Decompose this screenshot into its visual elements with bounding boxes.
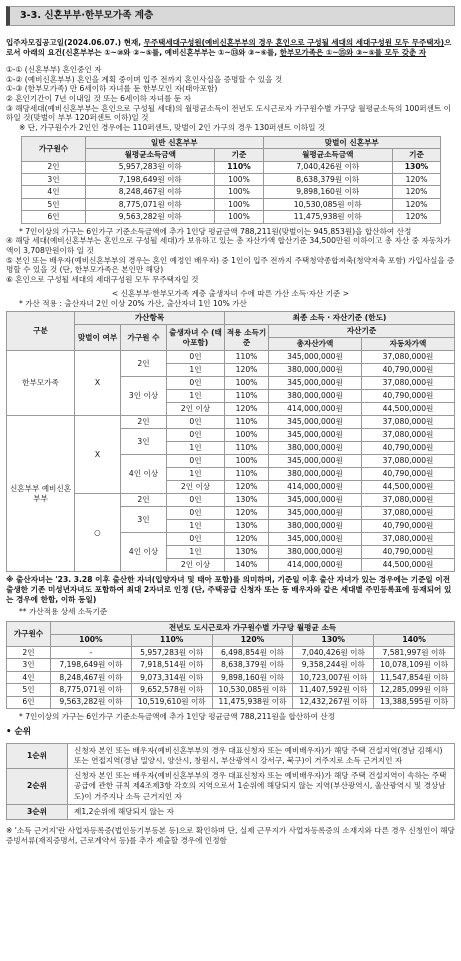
- cell: 345,000,000원: [269, 455, 362, 468]
- cell: 40,790,000원: [362, 442, 455, 455]
- cell: 4인: [22, 186, 86, 198]
- table-row: [7, 351, 455, 364]
- table-row: [7, 671, 455, 683]
- col-subheader: 월평균소득금액: [86, 149, 215, 161]
- cell: 3인: [121, 507, 167, 533]
- cell: 2인: [121, 494, 167, 507]
- cell: 0인: [167, 455, 225, 468]
- cell: 8,775,071원 이하: [51, 684, 132, 696]
- group-cell: 한부모가족: [7, 351, 75, 416]
- cell: 6인: [22, 211, 86, 223]
- table3-note: * 7인이상의 가구는 6인가구 기준소득금액에 추가 1인당 평균금액 788,211원을 합산하여 산정: [19, 711, 335, 721]
- cell: 9,898,160원 이하: [212, 671, 293, 683]
- criterion-item: ①-③ (한부모가족) 만 6세이하 자녀를 둔 한부모인 자(태아포함): [6, 84, 218, 94]
- cell: 37,080,000원: [362, 377, 455, 390]
- cell: 130%: [225, 546, 269, 559]
- cell: 414,000,000원: [269, 403, 362, 416]
- cell: 40,790,000원: [362, 364, 455, 377]
- cell: 0인: [167, 507, 225, 520]
- cell: 345,000,000원: [269, 507, 362, 520]
- cell: 5인: [22, 198, 86, 210]
- footnote: ※ '소득 근거지'란 사업자등록증(법인등기부등본 등)으로 확인하며 단, 실제 근무지가 사업자등록증의 소재지와 다른 경우 신청인이 해당 증빙서류(재직증명서, 근로계약서 등)를 추가 제출할 경우에 인정함: [6, 826, 455, 845]
- cell: 1인: [167, 364, 225, 377]
- cell: 44,500,000원: [362, 403, 455, 416]
- eligibility-intro: [6, 38, 455, 58]
- col-subheader: 월평균소득금액: [263, 149, 393, 161]
- birth-note: ※ 출산자녀는 '23. 3.28 이후 출산한 자녀(입양자녀 및 태아 포함)를 의미하며, 기준일 이후 출산 자녀가 있는 경우에는 기준일 이전 출생한 기존 미성년자녀도 포함하여 최대 2자녀로 인정 (단, 주택공급 신청자 또는 동 배우자와 같은 세대별 주민등록표에 등재되어 있는 경우에 한함, 이하 동일): [6, 575, 452, 604]
- cell: 380,000,000원: [269, 468, 362, 481]
- cell: 37,080,000원: [362, 533, 455, 546]
- section-title: 3-3. 신혼부부·한부모가족 계층: [6, 6, 455, 26]
- criterion-item: ② 혼인기간이 7년 이내일 것 또는 6세이하 자녀를 둔 자: [6, 93, 191, 103]
- cell: 0인: [167, 377, 225, 390]
- group-cell: 신혼부부 예비신혼부부: [7, 416, 75, 572]
- cell: 380,000,000원: [269, 364, 362, 377]
- criterion-note: ※ 단, 가구원수가 2인인 경우에는 110퍼센트, 맞벌이 2인 가구의 경우 130퍼센트 이하일 것: [19, 123, 326, 133]
- cell: 345,000,000원: [269, 533, 362, 546]
- table2-title: < 신혼부부·한부모가족 계층 출생자녀 수에 따른 가산 소득·자산 기준 >: [111, 288, 350, 298]
- cell: 0인: [167, 351, 225, 364]
- cell: 3인: [7, 659, 51, 671]
- cell: 100%: [225, 429, 269, 442]
- cell: 100%: [215, 186, 263, 198]
- cell: 0인: [167, 533, 225, 546]
- col-subheader: 110%: [131, 634, 212, 646]
- col-header: 구분: [7, 312, 75, 351]
- cell: 0인: [167, 429, 225, 442]
- cell: 130%: [393, 161, 441, 173]
- cell: 2인 이상: [167, 481, 225, 494]
- dual-cell: X: [75, 416, 121, 494]
- cell: 10,530,085원 이하: [212, 684, 293, 696]
- criterion-note: * 7인이상의 가구는 6인가구 기준소득금액에 추가 1인당 평균금액 788,211원(맞벌이는 945,853원)을 합산하여 산정: [19, 226, 412, 236]
- cell: 1인: [167, 442, 225, 455]
- col-header: 맞벌이 여부: [75, 325, 121, 351]
- cell: 110%: [215, 161, 263, 173]
- cell: 345,000,000원: [269, 377, 362, 390]
- cell: 7,198,649원 이하: [86, 173, 215, 185]
- cell: 37,080,000원: [362, 416, 455, 429]
- cell: 380,000,000원: [269, 442, 362, 455]
- col-header: 자산기준: [269, 325, 455, 338]
- criterion-item: ①-① (신혼부부) 혼인중인 자: [6, 64, 102, 74]
- cell: -: [51, 646, 132, 658]
- col-header: 가구원 수: [121, 325, 167, 351]
- cell: 3인: [121, 429, 167, 455]
- cell: 345,000,000원: [269, 416, 362, 429]
- cell: 7,918,514원 이하: [131, 659, 212, 671]
- cell: 130%: [225, 494, 269, 507]
- cell: 8,638,379원 이하: [263, 173, 393, 185]
- col-header: 가구원수: [22, 136, 86, 161]
- cell: 3인: [22, 173, 86, 185]
- col-subheader: 기준: [215, 149, 263, 161]
- cell: 100%: [215, 173, 263, 185]
- cell: 120%: [225, 481, 269, 494]
- cell: 7,040,426원 이하: [263, 161, 393, 173]
- dual-cell: ○: [75, 494, 121, 572]
- table-row: [22, 173, 441, 185]
- cell: 380,000,000원: [269, 546, 362, 559]
- cell: 110%: [225, 390, 269, 403]
- cell: 5인: [7, 684, 51, 696]
- cell: 414,000,000원: [269, 481, 362, 494]
- criteria-list: [6, 65, 455, 133]
- cell: 345,000,000원: [269, 429, 362, 442]
- cell: 2인: [121, 416, 167, 429]
- document-page: [0, 6, 461, 961]
- table-row: [7, 696, 455, 708]
- cell: 120%: [225, 364, 269, 377]
- cell: 11,475,938원 이하: [212, 696, 293, 708]
- table-row: [7, 769, 455, 805]
- cell: 1인: [167, 468, 225, 481]
- cell: 120%: [393, 198, 441, 210]
- table-row: [7, 743, 455, 769]
- col-subheader: 100%: [51, 634, 132, 646]
- cell: 4인 이상: [121, 455, 167, 494]
- income-asset-table: [6, 311, 455, 572]
- cell: 10,078,109원 이하: [374, 659, 455, 671]
- cell: 5,957,283원 이하: [86, 161, 215, 173]
- cell: 44,500,000원: [362, 559, 455, 572]
- col-header: 맞벌이 신혼부부: [263, 136, 441, 148]
- cell: 2인: [7, 646, 51, 658]
- cell: 7,581,997원 이하: [374, 646, 455, 658]
- cell: 40,790,000원: [362, 390, 455, 403]
- cell: 10,723,007원 이하: [293, 671, 374, 683]
- cell: 1인: [167, 390, 225, 403]
- table-row: [7, 684, 455, 696]
- col-subheader: 120%: [212, 634, 293, 646]
- intro-part4: 한부모가족은 ①~⑮와 ③~⑤를 모두 갖춘 자: [279, 47, 427, 57]
- col-subheader: 자동차가액: [362, 338, 455, 351]
- cell: 0인: [167, 494, 225, 507]
- cell: 100%: [225, 455, 269, 468]
- cell: 100%: [215, 211, 263, 223]
- cell: 9,898,160원 이하: [263, 186, 393, 198]
- intro-part3: 으로서 아래의 요건(신혼부부는 ①~⑩와 ②~⑤를, 예비신혼부부는 ①~⑬와 ③~⑥를,: [6, 38, 452, 57]
- cell: 40,790,000원: [362, 520, 455, 533]
- cell: 3인 이상: [121, 377, 167, 416]
- cell: 100%: [215, 198, 263, 210]
- table-row: [7, 804, 455, 819]
- cell: 11,547,854원 이하: [374, 671, 455, 683]
- col-header: 출생자녀 수 (태아포함): [167, 325, 225, 351]
- income-detail-table: [6, 621, 455, 709]
- cell: 120%: [225, 507, 269, 520]
- cell: 8,248,467원 이하: [86, 186, 215, 198]
- intro-part1: 입주자모집공고일(2024.06.07.) 현재,: [6, 38, 144, 47]
- cell: 13,388,595원 이하: [374, 696, 455, 708]
- col-header: 일반 신혼부부: [86, 136, 264, 148]
- col-header: 가구원수: [7, 622, 51, 647]
- criterion-item: ⑥ 혼인으로 구성될 세대의 세대구성원 모두 무주택자일 것: [6, 275, 199, 285]
- cell: 2인 이상: [167, 559, 225, 572]
- table-row: [22, 198, 441, 210]
- cell: 10,530,085원 이하: [263, 198, 393, 210]
- col-header: 적용 소득기준: [225, 325, 269, 351]
- table-row: [22, 186, 441, 198]
- table-row: [22, 161, 441, 173]
- cell: 1인: [167, 520, 225, 533]
- criterion-item: ③ 해당세대(예비신혼부부는 혼인으로 구성될 세대)의 월평균소득이 전년도 도시근로자 가구원수별 가구당 월평균소득의 100퍼센트 이하일 것(맞벌이 부부 120퍼센트 이하)일 것: [6, 103, 451, 123]
- cell: 4인: [7, 671, 51, 683]
- cell: 2인 이상: [167, 403, 225, 416]
- cell: 7,040,426원 이하: [293, 646, 374, 658]
- criterion-item: ④ 해당 세대(예비신혼부부는 혼인으로 구성될 세대)가 보유하고 있는 총 자산가액 합산기준 34,500만원 이하이고 총 자산 중 자동차가액이 3,708만원이하 일 것: [6, 236, 451, 255]
- cell: 0인: [167, 416, 225, 429]
- cell: 345,000,000원: [269, 494, 362, 507]
- cell: 2인: [121, 351, 167, 377]
- cell: 10,519,610원 이하: [131, 696, 212, 708]
- cell: 345,000,000원: [269, 351, 362, 364]
- cell: 6,498,854원 이하: [212, 646, 293, 658]
- table3-title: ** 가산적용 상세 소득기준: [19, 607, 108, 617]
- cell: 120%: [393, 186, 441, 198]
- rank-text: 신청자 본인 또는 배우자(예비신혼부부의 경우 대표신청자 또는 예비배우자)가 해당 주택 건설지역이 속하는 주택공급에 관한 규칙 제4조제3항 각호의 지역으로서 1순위에 해당되지 않는 지역(부산광역시, 울산광역시 및 경상남도)이 거주지나 소득 근거지인 자: [68, 769, 455, 805]
- cell: 37,080,000원: [362, 507, 455, 520]
- rank-table: [6, 743, 455, 821]
- cell: 37,080,000원: [362, 429, 455, 442]
- cell: 380,000,000원: [269, 390, 362, 403]
- cell: 110%: [225, 442, 269, 455]
- cell: 9,358,244원 이하: [293, 659, 374, 671]
- cell: 37,080,000원: [362, 494, 455, 507]
- rank-label: 1순위: [7, 743, 68, 769]
- cell: 9,563,282원 이하: [86, 211, 215, 223]
- rank-text: 신청자 본인 또는 배우자(예비신혼부부의 경우 대표신청자 또는 예비배우자)가 해당 주택 건설지역(경남 김해시) 또는 연접지역(경남 밀양시, 양산시, 창원시, 부산광역시 강서구, 북구)이 거주지로 소득 근거지인 자: [68, 743, 455, 769]
- rank-label: 3순위: [7, 804, 68, 819]
- table2-note: * 가산 적용 : 출산자녀 2인 이상 20% 가산, 출산자녀 1인 10% 가산: [19, 298, 247, 308]
- cell: 120%: [393, 173, 441, 185]
- cell: 12,432,267원 이하: [293, 696, 374, 708]
- cell: 11,475,938원 이하: [263, 211, 393, 223]
- dual-cell: X: [75, 351, 121, 416]
- cell: 414,000,000원: [269, 559, 362, 572]
- cell: 120%: [393, 211, 441, 223]
- income-table-couples: [21, 136, 441, 224]
- rank-label: 2순위: [7, 769, 68, 805]
- table-row: [7, 494, 455, 507]
- cell: 8,248,467원 이하: [51, 671, 132, 683]
- cell: 100%: [225, 377, 269, 390]
- cell: 40,790,000원: [362, 546, 455, 559]
- cell: 110%: [225, 468, 269, 481]
- cell: 120%: [225, 403, 269, 416]
- col-header: 전년도 도시근로자 가구원수별 가구당 월평균 소득: [51, 622, 455, 634]
- cell: 11,407,592원 이하: [293, 684, 374, 696]
- cell: 40,790,000원: [362, 468, 455, 481]
- table-row: [7, 646, 455, 658]
- cell: 37,080,000원: [362, 351, 455, 364]
- col-header: 가산항목: [75, 312, 225, 325]
- cell: 380,000,000원: [269, 520, 362, 533]
- intro-part2: 무주택세대구성원(예비신혼부부의 경우 혼인으로 구성될 세대의 세대구성원 모두 무주택자): [143, 38, 445, 47]
- cell: 130%: [225, 520, 269, 533]
- cell: 8,775,071원 이하: [86, 198, 215, 210]
- cell: 4인 이상: [121, 533, 167, 572]
- criterion-item: ①-② (예비신혼부부) 혼인을 계획 중이며 입주 전까지 혼인사실을 증명할 수 있을 것: [6, 74, 283, 84]
- rank-heading: • 순위: [6, 726, 32, 737]
- table-row: [22, 211, 441, 223]
- cell: 110%: [225, 351, 269, 364]
- cell: 37,080,000원: [362, 455, 455, 468]
- cell: 7,198,649원 이하: [51, 659, 132, 671]
- cell: 9,652,578원 이하: [131, 684, 212, 696]
- cell: 44,500,000원: [362, 481, 455, 494]
- cell: 8,638,379원 이하: [212, 659, 293, 671]
- col-header: 최종 소득 · 자산기준 (한도): [225, 312, 455, 325]
- cell: 1인: [167, 546, 225, 559]
- criteria-list-2: [6, 227, 455, 285]
- cell: 2인: [22, 161, 86, 173]
- cell: 12,285,099원 이하: [374, 684, 455, 696]
- cell: 9,563,282원 이하: [51, 696, 132, 708]
- criterion-item: ⑤ 본인 또는 배우자(예비신혼부부의 경우는 혼인 예정인 배우자) 중 1인이 입주 전까지 주택청약종합저축(청약저축 포함) 가입사실을 증명할 수 있을 것 (단, 한부모가족은 본인만 해당): [6, 255, 455, 275]
- cell: 9,073,314원 이하: [131, 671, 212, 683]
- cell: 120%: [225, 533, 269, 546]
- table-row: [7, 416, 455, 429]
- cell: 5,957,283원 이하: [131, 646, 212, 658]
- table-row: [7, 659, 455, 671]
- cell: 110%: [225, 416, 269, 429]
- rank-text: 제1,2순위에 해당되지 않는 자: [68, 804, 455, 819]
- col-subheader: 총자산가액: [269, 338, 362, 351]
- cell: 140%: [225, 559, 269, 572]
- cell: 6인: [7, 696, 51, 708]
- col-subheader: 기준: [393, 149, 441, 161]
- col-subheader: 140%: [374, 634, 455, 646]
- col-subheader: 130%: [293, 634, 374, 646]
